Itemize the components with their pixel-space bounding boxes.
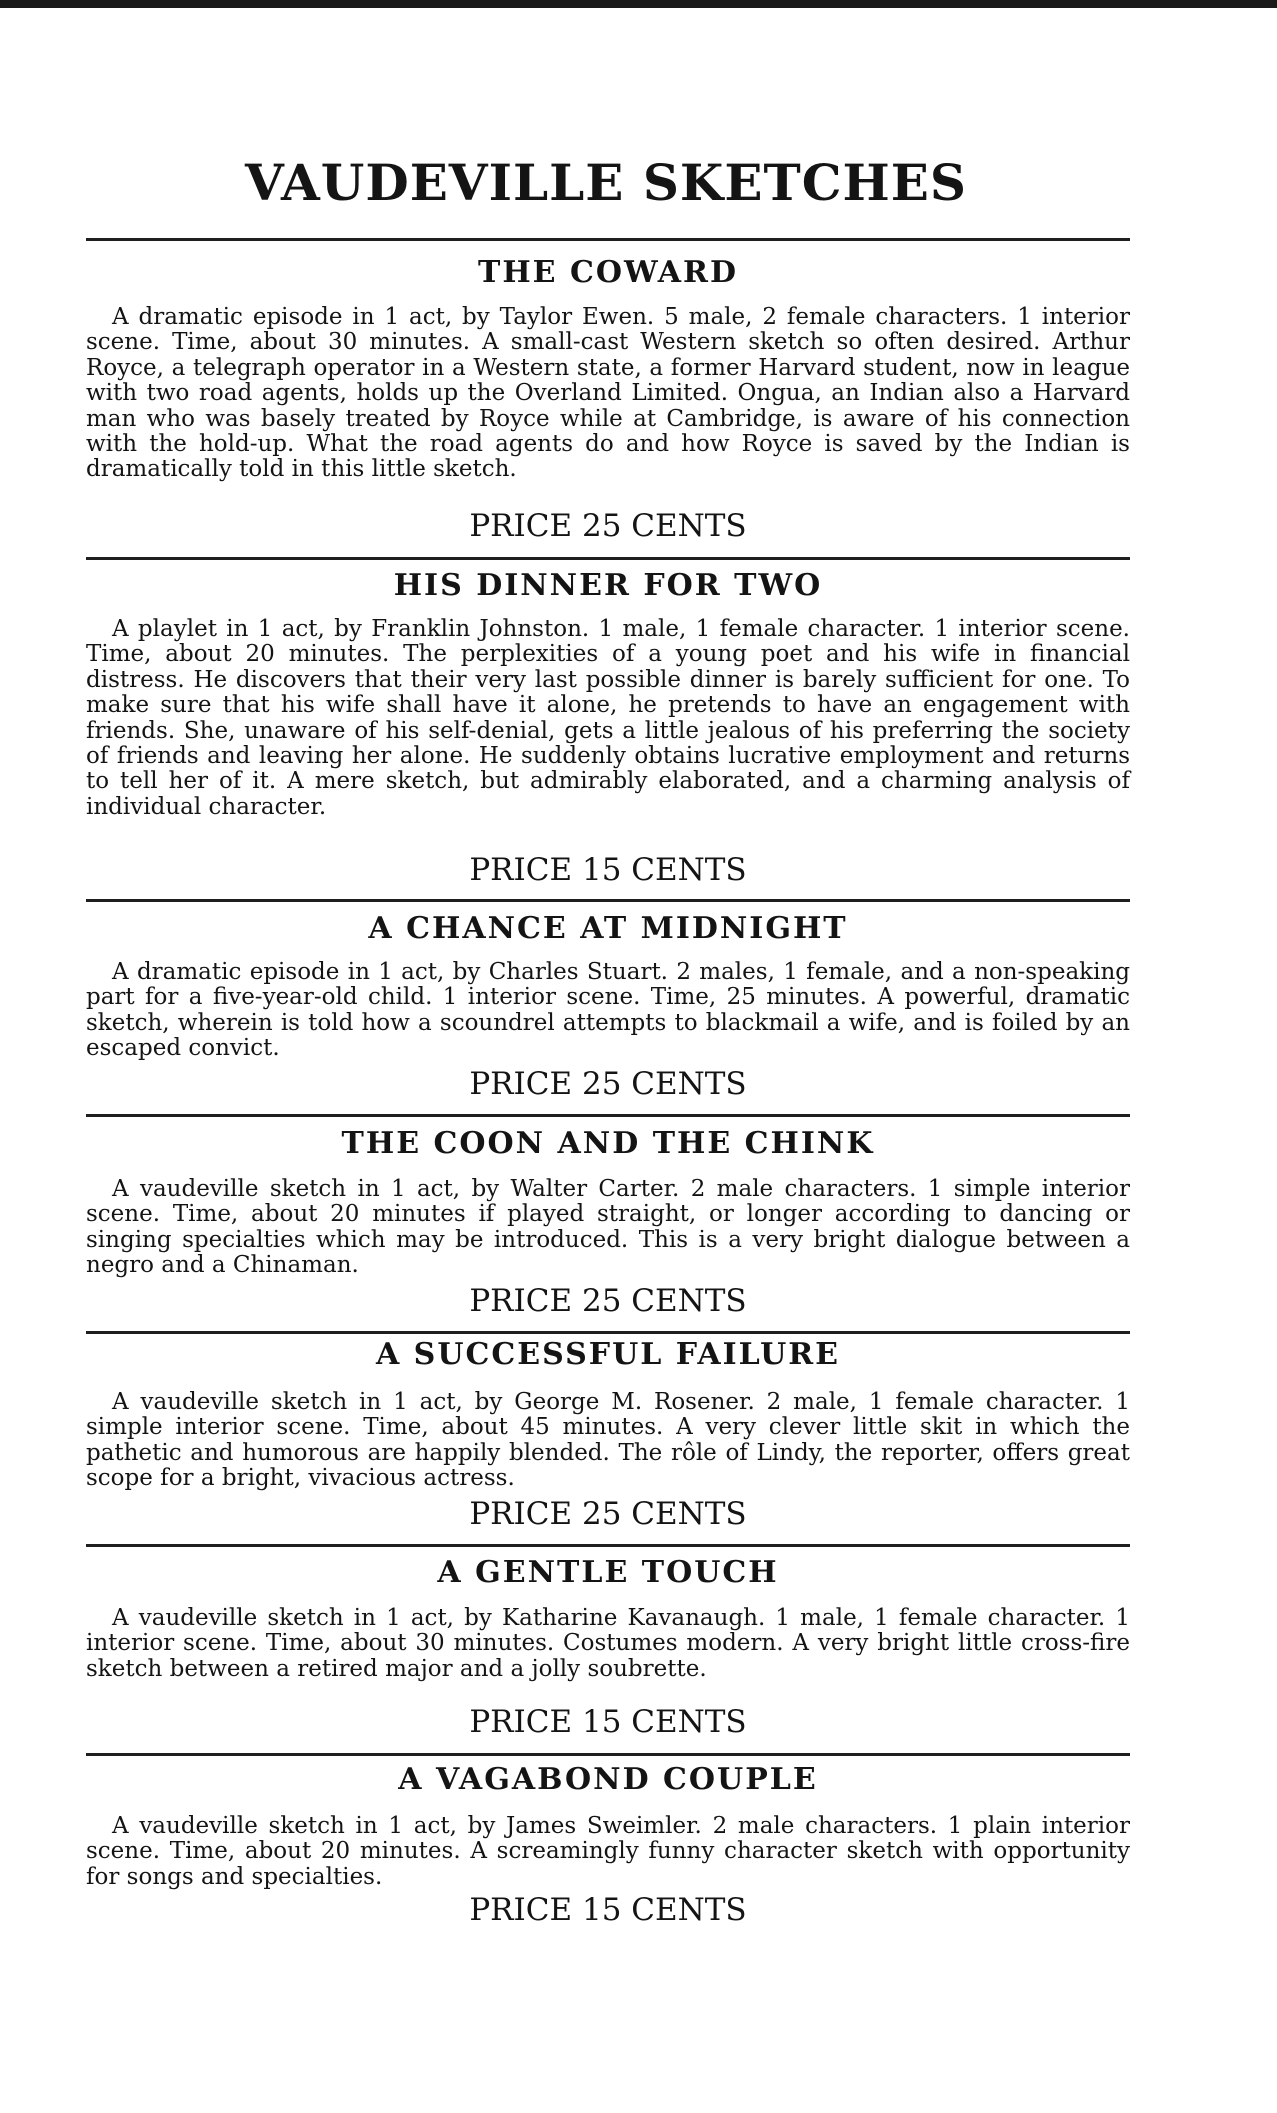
entry-price-a-successful-failure: PRICE 25 CENTS <box>469 1496 747 1532</box>
entry-price-a-chance-at-midnight: PRICE 25 CENTS <box>469 1066 747 1102</box>
section-rule <box>86 557 1130 560</box>
entry-description-the-coward: A dramatic episode in 1 act, by Taylor Ewen. 5 male, 2 female characters. 1 interior scene. Time, about 30 minutes. A small-cast Western sketch so often desired. Arthur Royce, a telegraph operator in a Western state, a former Harvard student, now in league with two road agents, holds up the Overland Limited. Ongua, an Indian also a Harvard man who was basely treated by Royce while at Cambridge, is aware of his connection with the hold-up. What the road agents do and how Royce is saved by the Indian is dramatically told in this little sketch. <box>86 304 1130 483</box>
entry-price-the-coon-and-the-chink: PRICE 25 CENTS <box>469 1283 747 1319</box>
section-rule <box>86 1753 1130 1756</box>
entry-description-the-coon-and-the-chink: A vaudeville sketch in 1 act, by Walter Carter. 2 male characters. 1 simple interior scene. Time, about 20 minutes if played straight, or longer according to dancing or singing specialties which may be introduced. This is a very bright dialogue between a negro and a Chinaman. <box>86 1176 1130 1279</box>
section-rule <box>86 899 1130 902</box>
entry-title-a-vagabond-couple: A VAGABOND COUPLE <box>398 1762 818 1797</box>
section-rule <box>86 238 1130 241</box>
entry-title-a-gentle-touch: A GENTLE TOUCH <box>437 1555 779 1590</box>
entry-price-a-vagabond-couple: PRICE 15 CENTS <box>469 1892 747 1928</box>
entry-title-the-coon-and-the-chink: THE COON AND THE CHINK <box>341 1126 875 1161</box>
entry-description-his-dinner-for-two: A playlet in 1 act, by Franklin Johnston. 1 male, 1 female character. 1 interior scene. Time, about 20 minutes. The perplexities of a young poet and his wife in financial distress. He discovers that their very last possible dinner is barely sufficient for one. To make sure that his wife shall have it alone, he pretends to have an engagement with friends. She, unaware of his self-denial, gets a little jealous of his preferring the society of friends and leaving her alone. He suddenly obtains lucrative employment and returns to tell her of it. A mere sketch, but admirably elaborated, and a charming analysis of individual character. <box>86 616 1130 820</box>
entry-description-a-chance-at-midnight: A dramatic episode in 1 act, by Charles Stuart. 2 males, 1 female, and a non-speaking part for a five-year-old child. 1 interior scene. Time, 25 minutes. A powerful, dramatic sketch, wherein is told how a scoundrel attempts to blackmail a wife, and is foiled by an escaped convict. <box>86 959 1130 1062</box>
section-rule <box>86 1114 1130 1117</box>
page-title: VAUDEVILLE SKETCHES <box>245 153 967 212</box>
section-rule <box>86 1544 1130 1547</box>
entry-title-his-dinner-for-two: HIS DINNER FOR TWO <box>393 568 823 603</box>
entry-title-the-coward: THE COWARD <box>478 255 738 290</box>
entry-price-a-gentle-touch: PRICE 15 CENTS <box>469 1704 747 1740</box>
entry-description-a-gentle-touch: A vaudeville sketch in 1 act, by Katharine Kavanaugh. 1 male, 1 female character. 1 interior scene. Time, about 30 minutes. Costumes modern. A very bright little cross-fire sketch between a retired major and a jolly soubrette. <box>86 1605 1130 1682</box>
entry-title-a-successful-failure: A SUCCESSFUL FAILURE <box>375 1337 841 1372</box>
entry-price-his-dinner-for-two: PRICE 15 CENTS <box>469 852 747 888</box>
entry-title-a-chance-at-midnight: A CHANCE AT MIDNIGHT <box>368 911 848 946</box>
entry-description-a-successful-failure: A vaudeville sketch in 1 act, by George M. Rosener. 2 male, 1 female character. 1 simple interior scene. Time, about 45 minutes. A very clever little skit in which the pathetic and humorous are happily blended. The rôle of Lindy, the reporter, offers great scope for a bright, vivacious actress. <box>86 1389 1130 1492</box>
entry-description-a-vagabond-couple: A vaudeville sketch in 1 act, by James Sweimler. 2 male characters. 1 plain interior scene. Time, about 20 minutes. A screamingly funny character sketch with opportunity for songs and specialties. <box>86 1813 1130 1890</box>
section-rule <box>86 1331 1130 1334</box>
top-border-rule <box>0 0 1277 8</box>
entry-price-the-coward: PRICE 25 CENTS <box>469 508 747 544</box>
